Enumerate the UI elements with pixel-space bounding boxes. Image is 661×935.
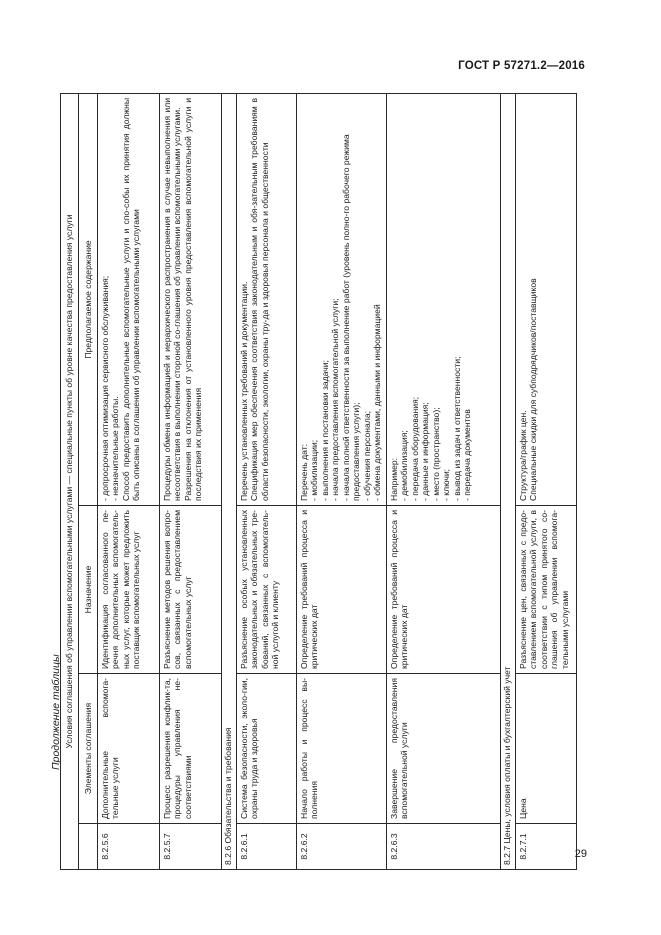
section-827-title: 8.2.7 Цены, условия оплаты и бухгалтерский учет — [501, 93, 516, 869]
row-content — [297, 93, 387, 505]
row-content — [387, 93, 501, 505]
section-826-title: 8.2.6 Обязательства и требования — [222, 93, 237, 869]
table-row — [297, 93, 387, 869]
content-line: Специальные скидки для субподрядчиков/поставщиков — [528, 278, 539, 501]
continuation-note: Продолжение таблицы — [50, 654, 62, 770]
content-line: - место (пространство); — [430, 407, 441, 501]
content-line: Разрешения на отклонения от установленного уровня предоставления вспомогательной услуги и последствия их применения — [182, 97, 204, 501]
header-purpose: Назначение — [79, 506, 98, 674]
content-line: Перечень дат: — [299, 443, 309, 501]
content-line: - данные и информация; — [420, 402, 431, 501]
content-line: - выполнения и постановки задачи; — [319, 360, 330, 501]
row-content — [237, 93, 297, 505]
row-element: Система безопасности, эколо-гии, охраны труда и здоровья — [237, 674, 297, 824]
content-line: Спецификация мер обеспечения соответствия законодательным и обя-зательным требованиям в области безопасности, экологии, охраны тру-да и здоровья персонала и общественности — [249, 97, 270, 501]
table-row — [387, 93, 501, 869]
row-content — [516, 93, 577, 505]
content-line: - передача оборудования; — [409, 396, 420, 501]
row-purpose: Разъяснение методов решения вопро-сов, связанных с предоставлением вспомогательных услуг — [160, 506, 222, 674]
content-line: - обучения персонала; — [361, 411, 372, 501]
content-line: Процедуры обмена информацией и иерархического распространения в случае невыполнения или несоответствия в выполнении стороной со-глашения об управлении вспомогательными услугами. — [162, 97, 183, 501]
row-purpose: Разъяснение особых установленных законодательных и обязательных тре-бований, связанных с вспомогатель-ной услугой и клиенту — [237, 506, 297, 674]
content-line: Структура/график цен. — [518, 410, 528, 501]
row-element: Начало работы и процесс вы-полнения — [297, 674, 387, 824]
section-row — [222, 93, 237, 869]
content-line: - передача документов — [462, 409, 473, 501]
row-element: Цена — [516, 674, 577, 824]
row-num: 8.2.5.7 — [160, 824, 222, 870]
rotated-table-container — [60, 94, 576, 870]
row-purpose: Определение требований процесса и критических дат — [297, 506, 387, 674]
row-content — [98, 93, 160, 505]
row-num: 8.2.6.3 — [387, 824, 501, 870]
standard-number: ГОСТ Р 57271.2—2016 — [458, 60, 585, 72]
row-num: 8.2.6.2 — [297, 824, 387, 870]
content-line: Способ предоставить дополнительные вспомогательные услуги и спо-собы их принятия должны быть описаны в соглашении об управлении вспомогательными услугами — [120, 97, 142, 501]
content-line: - вывод из задач и ответственности; — [451, 356, 462, 501]
content-line: - допросрочная оптимизация сервисного обслуживания; — [100, 275, 110, 501]
table-row — [237, 93, 297, 869]
content-line: Перечень установленных требований и документации. — [239, 281, 249, 501]
row-purpose: Определение требований процесса и критических дат — [387, 506, 501, 674]
row-num: 8.2.5.6 — [98, 824, 160, 870]
row-content — [160, 93, 222, 505]
row-purpose: Идентификация согласованного пе-речня дополнительных вспомогатель-ных услуг, которые может предложить поставщик вспомогательных услуг — [98, 506, 160, 674]
header-num — [79, 824, 98, 870]
section-row — [501, 93, 516, 869]
page-number: 29 — [574, 848, 587, 860]
content-line: - обмена документами, данными и информацией — [372, 304, 383, 501]
row-element: Завершение предоставления вспомогательной услуги — [387, 674, 501, 824]
content-line: Например: — [389, 457, 399, 501]
row-num: 8.2.7.1 — [516, 824, 577, 870]
content-line: - незначительные работы. — [110, 396, 121, 501]
content-line: - начала предоставления вспомогательной услуги; — [330, 298, 341, 501]
table-row — [98, 93, 160, 869]
row-purpose: Разъяснение цен, связанных с предо-ставлением вспомогательной услуги, в соответствии с типом принятого со-глашения об управлении вспомога-тельными услугами — [516, 506, 577, 674]
header-elements: Элементы соглашения — [79, 674, 98, 824]
requirements-table — [60, 93, 577, 870]
group-header: Условия соглашения об управлении вспомогательными услугами — специальные пункты об уровне качества предоставления услуги — [61, 93, 79, 869]
table-row — [160, 93, 222, 869]
content-line: - мобилизации; — [309, 439, 320, 501]
table-row — [516, 93, 577, 869]
row-element: Процесс разрешения конфлик-та, процедуры управления не-соответствиями — [160, 674, 222, 824]
content-line: - начала полной ответственности за выполнение работ (уровень полно-го рабочего режима предоставления услуги); — [340, 134, 362, 501]
content-line: - ключи; — [441, 468, 452, 501]
row-num: 8.2.6.1 — [237, 824, 297, 870]
row-element: Дополнительные вспомога-тельные услуги — [98, 674, 160, 824]
content-line: - демобилизация; — [399, 430, 410, 501]
header-content: Предполагаемое содержание — [79, 93, 98, 505]
